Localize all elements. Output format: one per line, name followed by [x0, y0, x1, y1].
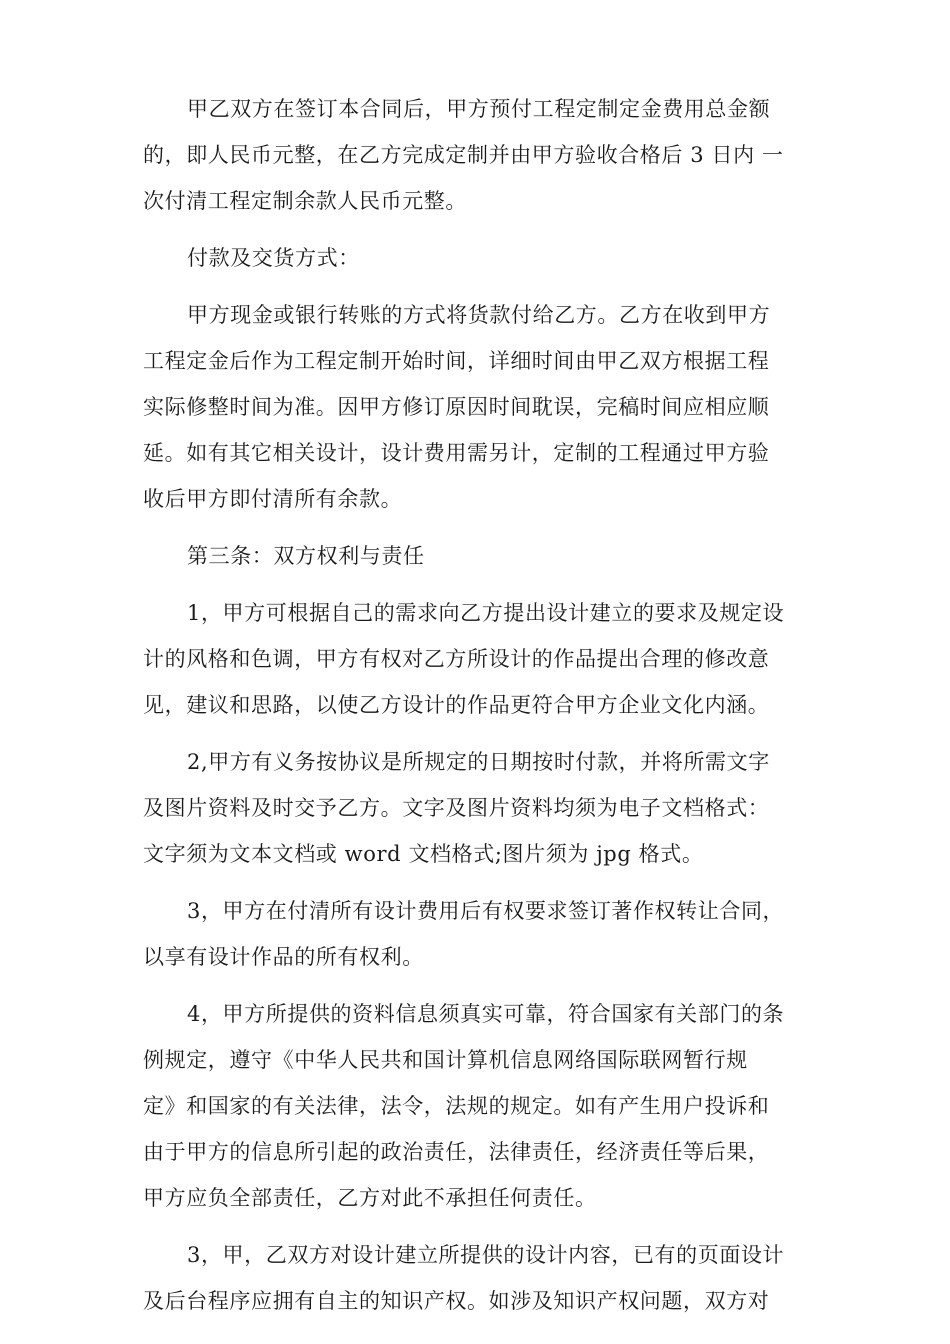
text-line: 由于甲方的信息所引起的政治责任，法律责任，经济责任等后果，: [143, 1140, 770, 1164]
text-line: 甲方应负全部责任，乙方对此不承担任何责任。: [143, 1186, 597, 1210]
text-line: 及图片资料及时交予乙方。文字及图片资料均须为电子文档格式：: [143, 796, 770, 820]
text-line: 第三条：双方权利与责任: [187, 544, 425, 568]
text-line: 的，即人民币元整，在乙方完成定制并由甲方验收合格后 3 日内 一: [143, 143, 784, 167]
text-line: 计的风格和色调，甲方有权对乙方所设计的作品提出合理的修改意: [143, 647, 770, 671]
text-line: 及后台程序应拥有自主的知识产权。如涉及知识产权问题，双方对: [143, 1289, 770, 1313]
text-line: 见，建议和思路，以使乙方设计的作品更符合甲方企业文化内涵。: [143, 693, 770, 717]
paragraph-payment-heading: [143, 235, 807, 281]
text-line: 3，甲方在付清所有设计费用后有权要求签订著作权转让合同，: [187, 899, 785, 923]
text-line: 甲乙双方在签订本合同后，甲方预付工程定制定金费用总金额: [187, 97, 771, 121]
clause-2: [143, 739, 807, 877]
text-line: 工程定金后作为工程定制开始时间，详细时间由甲乙双方根据工程: [143, 349, 770, 373]
text-line: 次付清工程定制余款人民币元整。: [143, 189, 467, 213]
paragraph-payment-method: [143, 292, 807, 522]
paragraph-prepayment: [143, 86, 807, 224]
clause-3: [143, 888, 807, 980]
text-line: 付款及交货方式：: [187, 246, 360, 270]
text-line: 4，甲方所提供的资料信息须真实可靠，符合国家有关部门的条: [187, 1002, 785, 1026]
text-line: 以享有设计作品的所有权利。: [143, 945, 424, 969]
text-line: 3，甲，乙双方对设计建立所提供的设计内容，已有的页面设计: [187, 1243, 785, 1267]
clause-1: [143, 590, 807, 728]
text-line: 2,甲方有义务按协议是所规定的日期按时付款，并将所需文字: [187, 750, 770, 774]
clause-3-ip: [143, 1232, 807, 1324]
text-line: 延。如有其它相关设计，设计费用需另计，定制的工程通过甲方验: [143, 441, 770, 465]
text-line: 定》和国家的有关法律，法令，法规的规定。如有产生用户投诉和: [143, 1094, 770, 1118]
text-line: 收后甲方即付清所有余款。: [143, 487, 403, 511]
text-line: 例规定，遵守《中华人民共和国计算机信息网络国际联网暂行规: [143, 1048, 748, 1072]
clause-4: [143, 991, 807, 1221]
text-line: 甲方现金或银行转账的方式将货款付给乙方。乙方在收到甲方: [187, 303, 771, 327]
section-heading-article-3: [143, 533, 807, 579]
text-line: 文字须为文本文档或 word 文档格式;图片须为 jpg 格式。: [143, 842, 704, 866]
text-line: 1，甲方可根据自己的需求向乙方提出设计建立的要求及规定设: [187, 601, 785, 625]
text-line: 实际修整时间为准。因甲方修订原因时间耽误，完稿时间应相应顺: [143, 395, 770, 419]
document-body: [143, 86, 807, 1335]
